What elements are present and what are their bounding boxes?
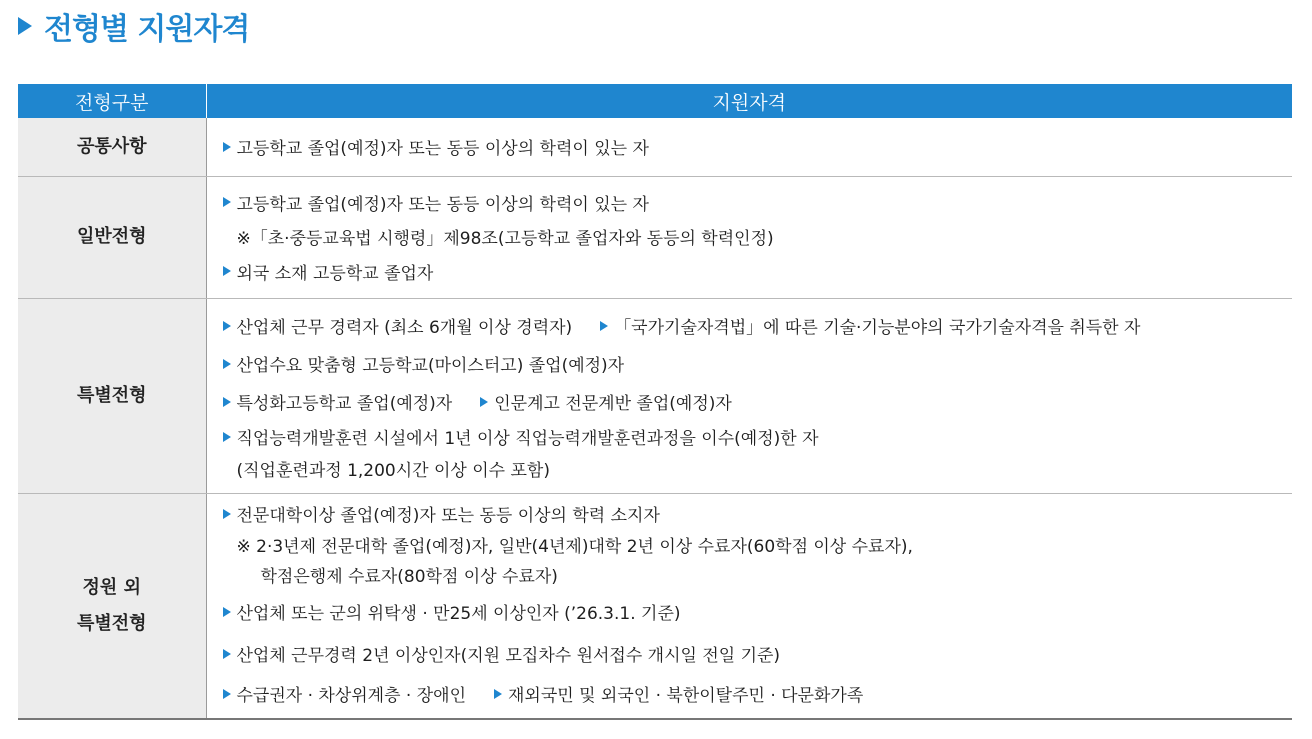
table-row (18, 298, 1292, 493)
triangle-bullet-icon (223, 142, 231, 152)
qualifications-outside-quota (206, 493, 1292, 719)
qualifications-special (206, 298, 1292, 493)
qualification-item: 산업수요 맞춤형 고등학교(마이스터고) 졸업(예정)자 (236, 356, 625, 376)
category-outside-quota (18, 493, 206, 719)
triangle-bullet-icon (223, 689, 231, 699)
triangle-bullet-icon (223, 607, 231, 617)
section-heading (18, 6, 249, 46)
qualifications-general (206, 176, 1292, 298)
qualification-table (18, 84, 1292, 720)
qualification-note: ※「초·중등교육법 시행령」제98조(고등학교 졸업자와 동등의 학력인정) (236, 228, 774, 249)
page-title: 전형별 지원자격 (44, 12, 250, 47)
triangle-bullet-icon (480, 397, 488, 407)
triangle-bullet-icon (223, 266, 231, 276)
table-row (18, 118, 1292, 176)
category-general: 일반전형 (18, 176, 206, 298)
triangle-bullet-icon (223, 359, 231, 369)
qualification-item: 산업체 근무 경력자 (최소 6개월 이상 경력자) (236, 318, 573, 338)
qualification-item: 고등학교 졸업(예정)자 또는 동등 이상의 학력이 있는 자 (236, 194, 649, 215)
qualification-item: 직업능력개발훈련 시설에서 1년 이상 직업능력개발훈련과정을 이수(예정)한 자 (236, 429, 819, 449)
triangle-bullet-icon (494, 689, 502, 699)
table-row (18, 493, 1292, 719)
qualification-item: 특성화고등학교 졸업(예정)자 (236, 394, 453, 414)
qualification-item: 외국 소재 고등학교 졸업자 (236, 263, 434, 284)
qualification-note: (직업훈련과정 1,200시간 이상 이수 포함) (236, 461, 550, 481)
triangle-right-icon (18, 17, 32, 35)
triangle-bullet-icon (223, 509, 231, 519)
table-row (18, 176, 1292, 298)
triangle-bullet-icon (223, 397, 231, 407)
qualification-item: 인문계고 전문계반 졸업(예정)자 (494, 394, 732, 414)
triangle-bullet-icon (223, 197, 231, 207)
qualification-item: 전문대학이상 졸업(예정)자 또는 동등 이상의 학력 소지자 (236, 506, 660, 527)
qualification-note: ※ 2·3년제 전문대학 졸업(예정)자, 일반(4년제)대학 2년 이상 수료자(60학점 이상 수료자), (236, 537, 913, 558)
category-common: 공통사항 (18, 118, 206, 176)
category-line: 정원 외 (82, 576, 141, 598)
qualification-item: 산업체 또는 군의 위탁생 · 만25세 이상인자 (’26.3.1. 기준) (236, 604, 681, 625)
triangle-bullet-icon (600, 321, 608, 331)
category-line: 특별전형 (76, 612, 147, 634)
triangle-bullet-icon (223, 432, 231, 442)
header-qualification: 지원자격 (206, 84, 1292, 118)
qualification-note: 학점은행제 수료자(80학점 이상 수료자) (260, 567, 558, 588)
qualification-item: 수급권자 · 차상위계층 · 장애인 (236, 686, 466, 707)
table-header-row (18, 84, 1292, 118)
qualification-item: 재외국민 및 외국인 · 북한이탈주민 · 다문화가족 (508, 686, 864, 707)
category-special: 특별전형 (18, 298, 206, 493)
qualifications-common (206, 118, 1292, 176)
header-category: 전형구분 (18, 84, 206, 118)
triangle-bullet-icon (223, 649, 231, 659)
qualification-item: 「국가기술자격법」에 따른 기술·기능분야의 국가기술자격을 취득한 자 (614, 318, 1141, 338)
qualification-item: 산업체 근무경력 2년 이상인자(지원 모집차수 원서접수 개시일 전일 기준) (236, 646, 781, 667)
triangle-bullet-icon (223, 321, 231, 331)
qualification-item: 고등학교 졸업(예정)자 또는 동등 이상의 학력이 있는 자 (236, 139, 649, 160)
